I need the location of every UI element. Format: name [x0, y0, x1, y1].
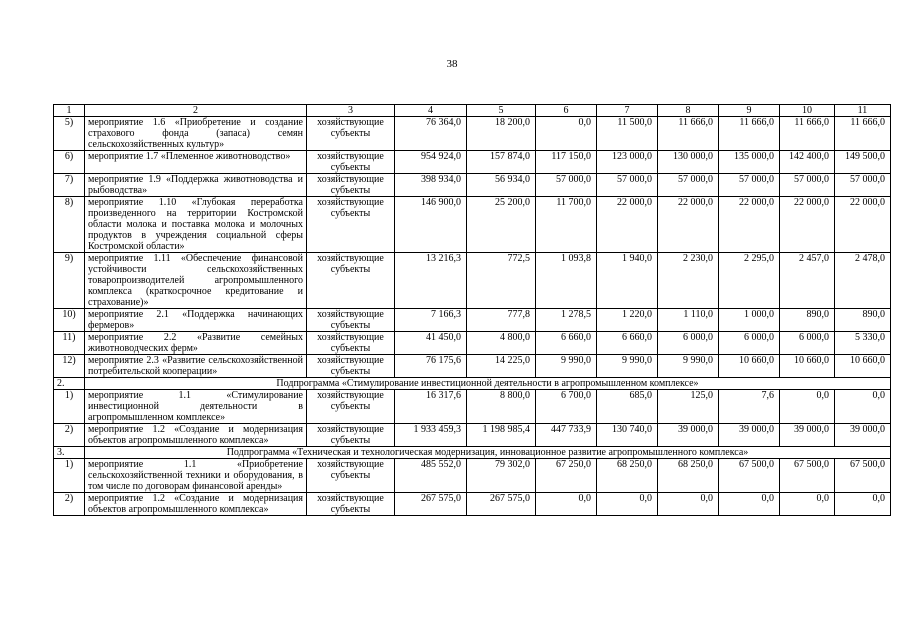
amount-cell: 11 666,0 — [719, 117, 780, 151]
amount-cell: 56 934,0 — [467, 174, 536, 197]
executor: хозяйствующие субъекты — [307, 309, 395, 332]
amount-cell: 267 575,0 — [395, 493, 467, 516]
row-number: 6) — [54, 151, 85, 174]
row-number: 11) — [54, 332, 85, 355]
header-cell: 6 — [536, 105, 597, 117]
executor: хозяйствующие субъекты — [307, 355, 395, 378]
amount-cell: 2 457,0 — [780, 253, 835, 309]
amount-cell: 149 500,0 — [835, 151, 891, 174]
header-cell: 2 — [85, 105, 307, 117]
budget-table — [53, 104, 891, 516]
amount-cell: 0,0 — [658, 493, 719, 516]
amount-cell: 57 000,0 — [597, 174, 658, 197]
executor: хозяйствующие субъекты — [307, 197, 395, 253]
row-number: 12) — [54, 355, 85, 378]
amount-cell: 76 364,0 — [395, 117, 467, 151]
amount-cell: 11 666,0 — [780, 117, 835, 151]
amount-cell: 0,0 — [597, 493, 658, 516]
table-row — [54, 355, 891, 378]
amount-cell: 22 000,0 — [780, 197, 835, 253]
amount-cell: 6 000,0 — [658, 332, 719, 355]
header-cell: 11 — [835, 105, 891, 117]
amount-cell: 10 660,0 — [719, 355, 780, 378]
executor: хозяйствующие субъекты — [307, 332, 395, 355]
amount-cell: 157 874,0 — [467, 151, 536, 174]
table-row — [54, 309, 891, 332]
row-number: 9) — [54, 253, 85, 309]
amount-cell: 146 900,0 — [395, 197, 467, 253]
measure-name: мероприятие 1.1 «Стимулирование инвестиционной деятельности в агропромышленном комплексе» — [85, 390, 307, 424]
amount-cell: 76 175,6 — [395, 355, 467, 378]
amount-cell: 22 000,0 — [658, 197, 719, 253]
amount-cell: 22 000,0 — [835, 197, 891, 253]
measure-name: мероприятие 1.2 «Создание и модернизация объектов агропромышленного комплекса» — [85, 493, 307, 516]
amount-cell: 7 166,3 — [395, 309, 467, 332]
amount-cell: 1 278,5 — [536, 309, 597, 332]
amount-cell: 41 450,0 — [395, 332, 467, 355]
table-row — [54, 151, 891, 174]
amount-cell: 0,0 — [536, 117, 597, 151]
amount-cell: 11 666,0 — [658, 117, 719, 151]
amount-cell: 685,0 — [597, 390, 658, 424]
amount-cell: 0,0 — [780, 493, 835, 516]
header-cell: 10 — [780, 105, 835, 117]
amount-cell: 67 500,0 — [719, 459, 780, 493]
amount-cell: 2 478,0 — [835, 253, 891, 309]
table-row — [54, 493, 891, 516]
amount-cell: 1 220,0 — [597, 309, 658, 332]
amount-cell: 4 800,0 — [467, 332, 536, 355]
amount-cell: 130 000,0 — [658, 151, 719, 174]
amount-cell: 0,0 — [719, 493, 780, 516]
amount-cell: 1 110,0 — [658, 309, 719, 332]
amount-cell: 130 740,0 — [597, 424, 658, 447]
executor: хозяйствующие субъекты — [307, 390, 395, 424]
amount-cell: 6 000,0 — [719, 332, 780, 355]
amount-cell: 7,6 — [719, 390, 780, 424]
amount-cell: 8 800,0 — [467, 390, 536, 424]
subprogram-row — [54, 447, 891, 459]
subprogram-number: 3. — [54, 447, 85, 459]
row-number: 5) — [54, 117, 85, 151]
amount-cell: 16 317,6 — [395, 390, 467, 424]
amount-cell: 9 990,0 — [597, 355, 658, 378]
amount-cell: 135 000,0 — [719, 151, 780, 174]
subprogram-number: 2. — [54, 378, 85, 390]
amount-cell: 10 660,0 — [835, 355, 891, 378]
amount-cell: 67 500,0 — [835, 459, 891, 493]
header-cell: 4 — [395, 105, 467, 117]
executor: хозяйствующие субъекты — [307, 459, 395, 493]
amount-cell: 10 660,0 — [780, 355, 835, 378]
measure-name: мероприятие 2.1 «Поддержка начинающих фермеров» — [85, 309, 307, 332]
amount-cell: 1 093,8 — [536, 253, 597, 309]
subprogram-row — [54, 378, 891, 390]
row-number: 2) — [54, 424, 85, 447]
amount-cell: 14 225,0 — [467, 355, 536, 378]
amount-cell: 6 700,0 — [536, 390, 597, 424]
amount-cell: 0,0 — [780, 390, 835, 424]
row-number: 1) — [54, 459, 85, 493]
measure-name: мероприятие 2.2 «Развитие семейных животноводческих ферм» — [85, 332, 307, 355]
amount-cell: 0,0 — [835, 493, 891, 516]
table-row — [54, 332, 891, 355]
header-cell: 7 — [597, 105, 658, 117]
subprogram-title: Подпрограмма «Стимулирование инвестиционной деятельности в агропромышленном комплексе» — [85, 378, 891, 390]
table-row — [54, 424, 891, 447]
amount-cell: 57 000,0 — [658, 174, 719, 197]
measure-name: мероприятие 1.6 «Приобретение и создание страхового фонда (запаса) семян сельскохозяйственных культур» — [85, 117, 307, 151]
amount-cell: 2 230,0 — [658, 253, 719, 309]
measure-name: мероприятие 1.7 «Племенное животноводство» — [85, 151, 307, 174]
amount-cell: 11 700,0 — [536, 197, 597, 253]
measure-name: мероприятие 1.1 «Приобретение сельскохозяйственной техники и оборудования, в том числе по договорам финансовой аренды» — [85, 459, 307, 493]
amount-cell: 1 198 985,4 — [467, 424, 536, 447]
amount-cell: 890,0 — [835, 309, 891, 332]
amount-cell: 0,0 — [835, 390, 891, 424]
subprogram-title: Подпрограмма «Техническая и технологическая модернизация, инновационное развитие агропромышленного комплекса» — [85, 447, 891, 459]
table-row — [54, 117, 891, 151]
amount-cell: 1 000,0 — [719, 309, 780, 332]
measure-name: мероприятие 2.3 «Развитие сельскохозяйственной потребительской кооперации» — [85, 355, 307, 378]
amount-cell: 57 000,0 — [719, 174, 780, 197]
amount-cell: 57 000,0 — [536, 174, 597, 197]
amount-cell: 9 990,0 — [536, 355, 597, 378]
row-number: 1) — [54, 390, 85, 424]
executor: хозяйствующие субъекты — [307, 151, 395, 174]
amount-cell: 25 200,0 — [467, 197, 536, 253]
executor: хозяйствующие субъекты — [307, 493, 395, 516]
measure-name: мероприятие 1.10 «Глубокая переработка произведенного на территории Костромской области молока и поставка молока и молочных продуктов в учреждения социальной сферы Костромской области» — [85, 197, 307, 253]
executor: хозяйствующие субъекты — [307, 174, 395, 197]
amount-cell: 1 940,0 — [597, 253, 658, 309]
amount-cell: 5 330,0 — [835, 332, 891, 355]
table-row — [54, 253, 891, 309]
amount-cell: 6 660,0 — [597, 332, 658, 355]
amount-cell: 67 250,0 — [536, 459, 597, 493]
amount-cell: 954 924,0 — [395, 151, 467, 174]
amount-cell: 0,0 — [536, 493, 597, 516]
header-cell: 1 — [54, 105, 85, 117]
amount-cell: 22 000,0 — [719, 197, 780, 253]
amount-cell: 6 000,0 — [780, 332, 835, 355]
executor: хозяйствующие субъекты — [307, 253, 395, 309]
executor: хозяйствующие субъекты — [307, 424, 395, 447]
header-cell: 5 — [467, 105, 536, 117]
amount-cell: 777,8 — [467, 309, 536, 332]
amount-cell: 117 150,0 — [536, 151, 597, 174]
page-number: 38 — [446, 58, 458, 70]
header-cell: 3 — [307, 105, 395, 117]
amount-cell: 67 500,0 — [780, 459, 835, 493]
amount-cell: 22 000,0 — [597, 197, 658, 253]
table-row — [54, 174, 891, 197]
measure-name: мероприятие 1.11 «Обеспечение финансовой устойчивости сельскохозяйственных товаропроизводителей агропромышленного комплекса (краткосрочное кредитование и страхование)» — [85, 253, 307, 309]
row-number: 7) — [54, 174, 85, 197]
amount-cell: 2 295,0 — [719, 253, 780, 309]
amount-cell: 57 000,0 — [835, 174, 891, 197]
measure-name: мероприятие 1.2 «Создание и модернизация объектов агропромышленного комплекса» — [85, 424, 307, 447]
measure-name: мероприятие 1.9 «Поддержка животноводства и рыбоводства» — [85, 174, 307, 197]
amount-cell: 142 400,0 — [780, 151, 835, 174]
amount-cell: 772,5 — [467, 253, 536, 309]
amount-cell: 68 250,0 — [597, 459, 658, 493]
table-row — [54, 390, 891, 424]
row-number: 8) — [54, 197, 85, 253]
amount-cell: 267 575,0 — [467, 493, 536, 516]
amount-cell: 57 000,0 — [780, 174, 835, 197]
table-row — [54, 459, 891, 493]
executor: хозяйствующие субъекты — [307, 117, 395, 151]
amount-cell: 39 000,0 — [658, 424, 719, 447]
amount-cell: 1 933 459,3 — [395, 424, 467, 447]
amount-cell: 39 000,0 — [719, 424, 780, 447]
amount-cell: 39 000,0 — [835, 424, 891, 447]
amount-cell: 13 216,3 — [395, 253, 467, 309]
amount-cell: 6 660,0 — [536, 332, 597, 355]
amount-cell: 123 000,0 — [597, 151, 658, 174]
header-row — [54, 105, 891, 117]
amount-cell: 18 200,0 — [467, 117, 536, 151]
amount-cell: 125,0 — [658, 390, 719, 424]
amount-cell: 890,0 — [780, 309, 835, 332]
amount-cell: 79 302,0 — [467, 459, 536, 493]
amount-cell: 9 990,0 — [658, 355, 719, 378]
amount-cell: 68 250,0 — [658, 459, 719, 493]
amount-cell: 11 500,0 — [597, 117, 658, 151]
header-cell: 9 — [719, 105, 780, 117]
header-cell: 8 — [658, 105, 719, 117]
amount-cell: 485 552,0 — [395, 459, 467, 493]
row-number: 10) — [54, 309, 85, 332]
amount-cell: 39 000,0 — [780, 424, 835, 447]
table-row — [54, 197, 891, 253]
amount-cell: 398 934,0 — [395, 174, 467, 197]
amount-cell: 447 733,9 — [536, 424, 597, 447]
row-number: 2) — [54, 493, 85, 516]
amount-cell: 11 666,0 — [835, 117, 891, 151]
